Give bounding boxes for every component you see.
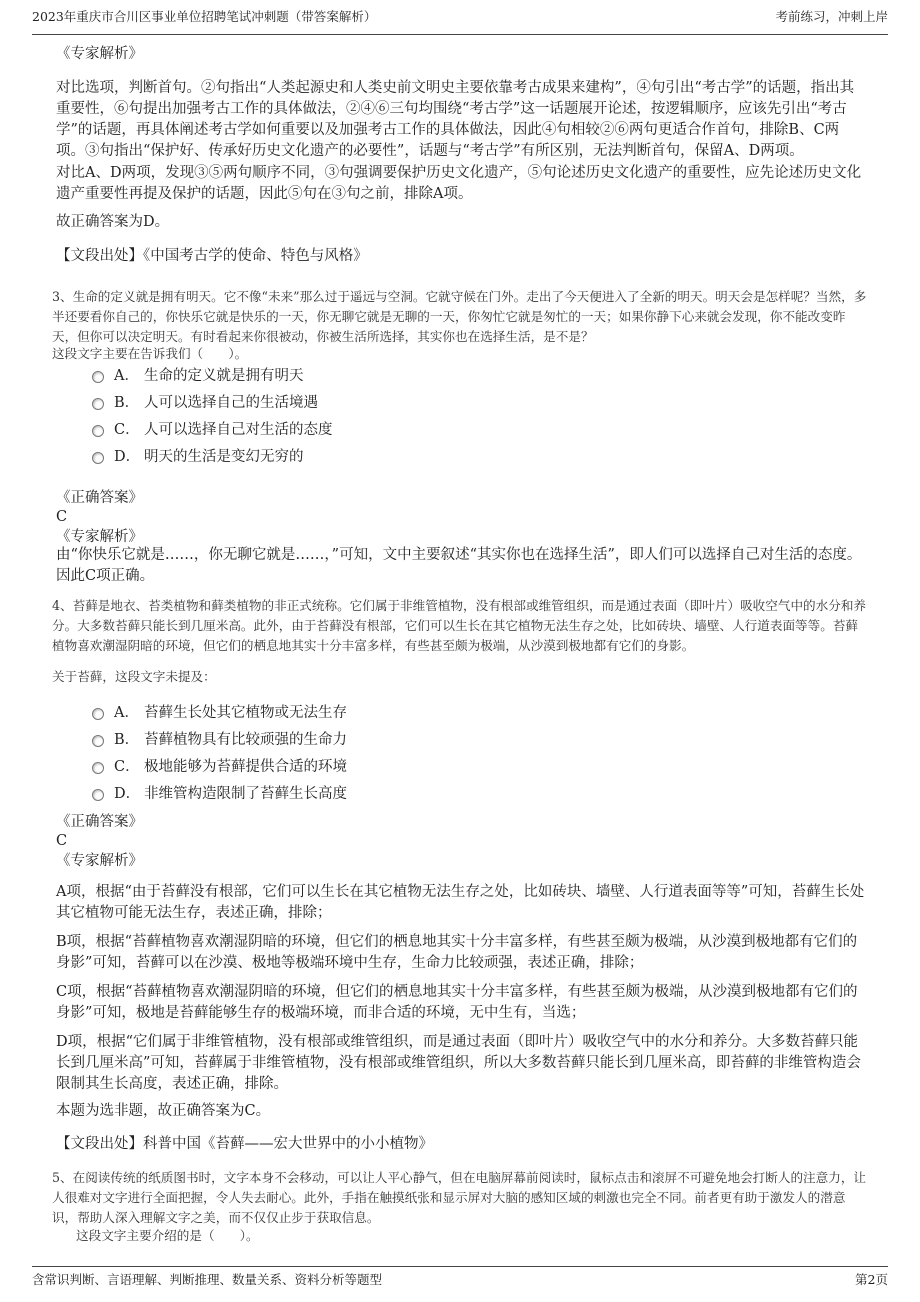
analysis-paragraph: 对比选项，判断首句。②句指出“人类起源史和人类史前文明史主要依靠考古成果来建构”，④句引出“考古学”的话题，指出其重要性，⑥句提出加强考古工作的具体做法，②④⑥三句均围绕“考古学”这一话题展开论述，按逻辑顺序，应该先引出“考古学”的话题，再具体阐述考古学如何重要以及加强考古工作的具体做法，因此④句相较②⑥两句更适合作首句，排除B、C两项。③句指出“保护好、传承好历史文化遗产的必要性”，话题与“考古学”有所区别，无法判断首句，保留A、D两项。: [56, 80, 855, 159]
question-4-stem: 4、苔藓是地衣、苔类植物和藓类植物的非正式统称。它们属于非维管植物，没有根部或维管组织，而是通过表面（即叶片）吸收空气中的水分和养分。大多数苔藓只能长到几厘米高。此外，由于苔藓没有根部，它们可以生长在其它植物无法生存之处，比如砖块、墙壁、人行道表面等等。苔藓植物喜欢潮湿阴暗的环境，但它们的栖息地其实十分丰富多样，有些甚至颇为极端，从沙漠到极地都有它们的身影。: [52, 598, 867, 653]
q4-option-b[interactable]: [92, 730, 347, 750]
radio-button[interactable]: [92, 452, 104, 464]
option-letter: A．: [114, 705, 139, 721]
radio-button[interactable]: [92, 398, 104, 410]
answer-label: 《正确答案》: [56, 490, 143, 506]
option-text: 生命的定义就是拥有明天: [144, 368, 304, 384]
analysis-paragraph: 由“你快乐它就是……，你无聊它就是……，”可知，文中主要叙述“其实你也在选择生活”，即人们可以选择自己对生活的态度。因此C项正确。: [56, 547, 862, 584]
option-letter: D．: [114, 786, 141, 802]
footer-subjects: 含常识判断、言语理解、判断推理、数量关系、资料分析等题型: [32, 1272, 383, 1287]
analysis-paragraph: 对比A、D两项，发现③⑤两句顺序不同，③句强调要保护历史文化遗产，⑤句论述历史文化遗产的重要性，应先论述历史文化遗产重要性再提及保护的话题，因此⑤句在③句之前，排除A项。: [56, 165, 862, 202]
header-slogan: 考前练习，冲刺上岸: [775, 9, 888, 24]
radio-button[interactable]: [92, 735, 104, 747]
radio-button[interactable]: [92, 371, 104, 383]
option-text: 极地能够为苔藓提供合适的环境: [144, 759, 347, 775]
q3-option-d[interactable]: [92, 447, 304, 467]
q3-option-a[interactable]: [92, 366, 304, 386]
analysis-label: 《专家解析》: [56, 529, 143, 545]
analysis-paragraph: D项，根据“它们属于非维管植物，没有根部或维管组织，而是通过表面（即叶片）吸收空气中的水分和养分。大多数苔藓只能长到几厘米高”可知，苔藓属于非维管植物，没有根部或维管组织，所以大多数苔藓只能长到几厘米高，即苔藓的非维管构造会限制其生长高度，表述正确，排除。: [56, 1034, 861, 1092]
option-text: 苔藓生长处其它植物或无法生存: [144, 705, 347, 721]
q3-option-b[interactable]: [92, 393, 318, 413]
page-number: 第2页: [855, 1272, 888, 1287]
answer-label: 《正确答案》: [56, 814, 143, 830]
option-text: 人可以选择自己的生活境遇: [144, 395, 318, 411]
analysis-label: 《专家解析》: [56, 46, 143, 62]
option-letter: C．: [114, 422, 140, 438]
document-title: 2023年重庆市合川区事业单位招聘笔试冲刺题（带答案解析）: [32, 9, 377, 24]
analysis-paragraph: B项，根据“苔藓植物喜欢潮湿阴暗的环境，但它们的栖息地其实十分丰富多样，有些甚至颇为极端，从沙漠到极地都有它们的身影”可知，苔藓可以在沙漠、极地等极端环境中生存，生命力比较顽强，表述正确，排除；: [56, 934, 858, 971]
question-4-prompt: 关于苔藓，这段文字未提及：: [52, 669, 216, 684]
radio-button[interactable]: [92, 708, 104, 720]
option-text: 非维管构造限制了苔藓生长高度: [144, 786, 347, 802]
radio-button[interactable]: [92, 762, 104, 774]
radio-button[interactable]: [92, 789, 104, 801]
answer-value: C: [56, 509, 68, 525]
passage-source: 【文段出处】科普中国《苔藓——宏大世界中的小小植物》: [56, 1136, 433, 1152]
answer-value: C: [56, 833, 68, 849]
option-letter: D．: [114, 449, 141, 465]
answer-statement: 本题为选非题，故正确答案为C。: [56, 1103, 271, 1119]
q4-option-c[interactable]: [92, 757, 347, 777]
option-letter: C．: [114, 759, 140, 775]
analysis-paragraph: A项，根据“由于苔藓没有根部，它们可以生长在其它植物无法生存之处，比如砖块、墙壁、人行道表面等等”可知，苔藓生长处其它植物可能无法生存，表述正确，排除；: [56, 884, 865, 921]
radio-button[interactable]: [92, 425, 104, 437]
question-3-stem: 3、生命的定义就是拥有明天。它不像“未来”那么过于遥远与空洞。它就守候在门外。走出了今天便进入了全新的明天。明天会是怎样呢？当然，多半还要看你自己的，你快乐它就是快乐的一天，你无聊它就是无聊的一天，你匆忙它就是匆忙的一天；如果你静下心来就会发现，你不能改变昨天，但你可以决定明天。有时看起来你很被动，你被生活所选择，其实你也在选择生活，是不是？: [52, 289, 867, 344]
option-letter: B．: [114, 732, 140, 748]
question-3-prompt: 这段文字主要在告诉我们（ ）。: [52, 346, 248, 361]
question-5-stem: 5、在阅读传统的纸质图书时，文字本身不会移动，可以让人平心静气，但在电脑屏幕前阅读时，鼠标点击和滚屏不可避免地会打断人的注意力，让人很难对文字进行全面把握，令人失去耐心。此外，手指在触摸纸张和显示屏对大脑的感知区域的刺激也完全不同。前者更有助于激发人的潜意识，帮助人深入理解文字之美，而不仅仅止步于获取信息。: [52, 1170, 867, 1225]
passage-source: 【文段出处】《中国考古学的使命、特色与风格》: [56, 248, 368, 264]
q4-option-a[interactable]: [92, 703, 347, 723]
option-letter: B．: [114, 395, 140, 411]
option-text: 苔藓植物具有比较顽强的生命力: [144, 732, 347, 748]
page-footer: [32, 1266, 888, 1297]
option-text: 人可以选择自己对生活的态度: [144, 422, 333, 438]
answer-statement: 故正确答案为D。: [56, 214, 170, 230]
option-letter: A．: [114, 368, 139, 384]
q4-option-d[interactable]: [92, 784, 347, 804]
page-header: [32, 0, 888, 35]
question-5-prompt: 这段文字主要介绍的是（ ）。: [76, 1228, 259, 1243]
q3-option-c[interactable]: [92, 420, 333, 440]
analysis-paragraph: C项，根据“苔藓植物喜欢潮湿阴暗的环境，但它们的栖息地其实十分丰富多样，有些甚至颇为极端，从沙漠到极地都有它们的身影”可知，极地是苔藓能够生存的极端环境，而非合适的环境，无中生有，当选；: [56, 984, 858, 1021]
option-text: 明天的生活是变幻无穷的: [144, 449, 304, 465]
analysis-label: 《专家解析》: [56, 853, 143, 869]
